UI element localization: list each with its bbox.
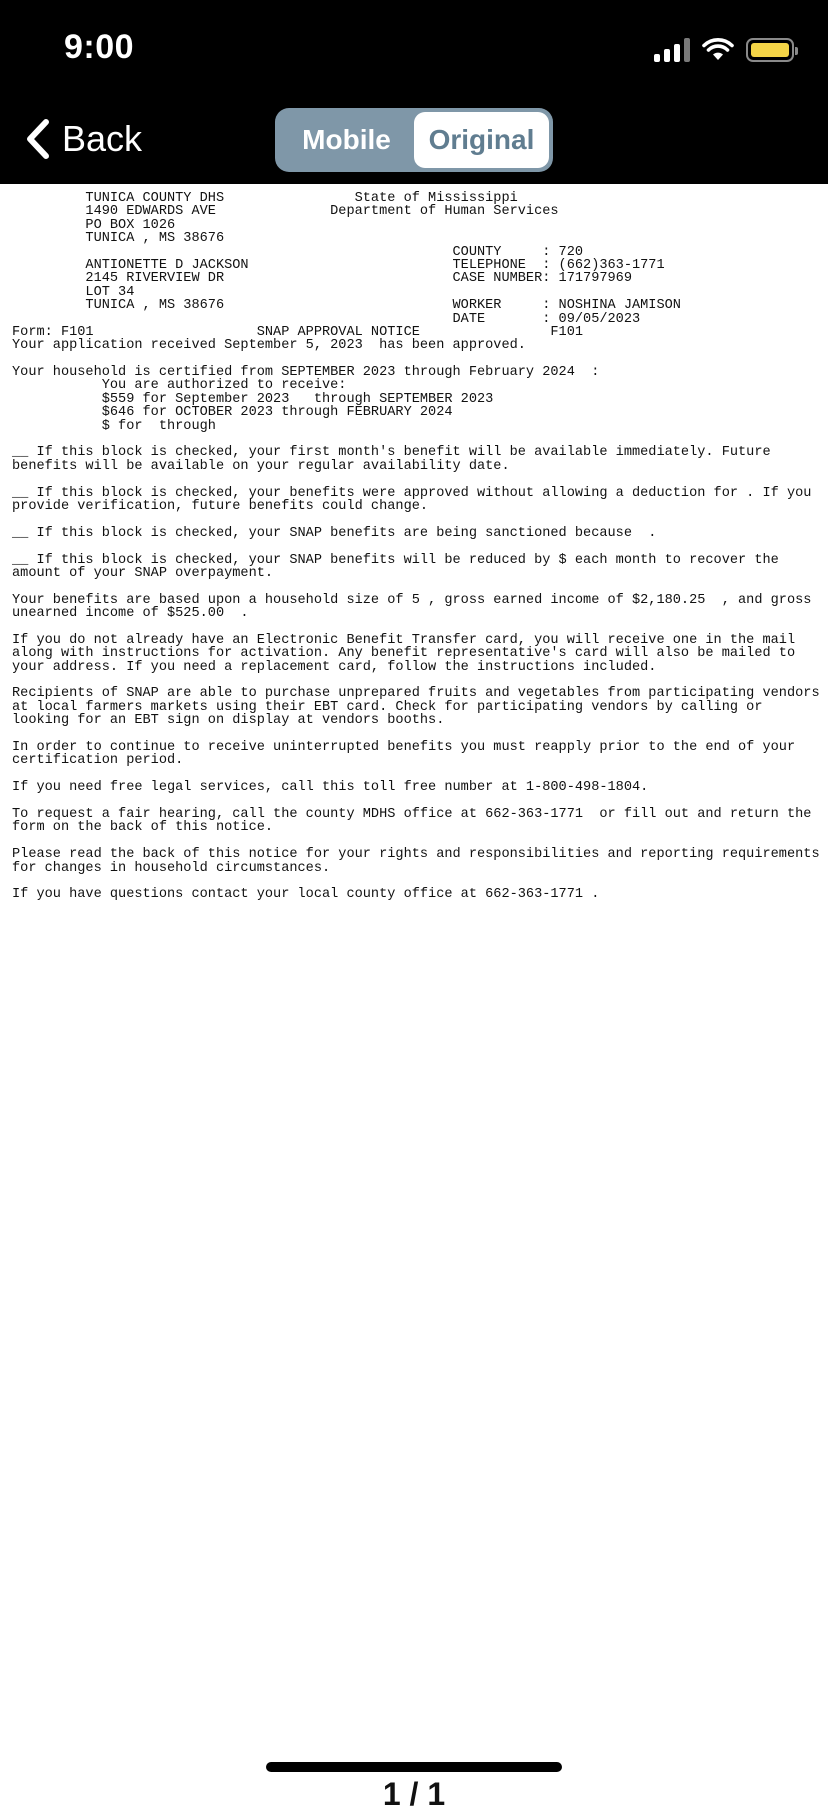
document-line: $ for through (12, 418, 216, 434)
document-line: Recipients of SNAP are able to purchase unprepared fruits and vegetables from participating vendors (12, 686, 820, 702)
document-line: ANTIONETTE D JACKSON TELEPHONE : (662)363-1771 (12, 257, 665, 273)
document-line: form on the back of this notice. (12, 820, 274, 836)
document-line: DATE : 09/05/2023 (12, 311, 641, 327)
document-line (12, 835, 824, 848)
page-indicator: 1 / 1 (382, 1776, 446, 1812)
document-line: looking for an EBT sign on display at vendors booths. (12, 713, 445, 729)
document-line: along with instructions for activation. Any benefit representative's card will also be mailed to (12, 646, 796, 662)
top-bar (0, 0, 828, 184)
document-line: In order to continue to receive uninterrupted benefits you must reapply prior to the end of your (12, 740, 796, 756)
document-line (12, 433, 824, 446)
document-line: certification period. (12, 753, 184, 769)
original-view-option[interactable]: Original (414, 112, 549, 168)
document-line (12, 513, 824, 526)
document-line: provide verification, future benefits could change. (12, 498, 429, 514)
document-line: You are authorized to receive: (12, 378, 347, 394)
document-line: TUNICA , MS 38676 WORKER : NOSHINA JAMISON (12, 298, 681, 314)
document-line: Form: F101 SNAP APPROVAL NOTICE F101 (12, 324, 584, 340)
document-line: __ If this block is checked, your first month's benefit will be available immediately. Future (12, 445, 771, 461)
document-line (12, 674, 824, 687)
document-line: Please read the back of this notice for your rights and responsibilities and reporting requirements (12, 847, 820, 863)
document-line (12, 621, 824, 634)
document-line: __ If this block is checked, your benefits were approved without allowing a deduction for . If you (12, 485, 812, 501)
cellular-signal-icon (654, 38, 690, 62)
document-line: $559 for September 2023 through SEPTEMBER 2023 (12, 391, 494, 407)
document-line: PO BOX 1026 (12, 217, 176, 233)
view-mode-toggle (275, 108, 553, 172)
chevron-left-icon (24, 118, 52, 160)
document-line: TUNICA , MS 38676 (12, 231, 225, 247)
document-line (12, 353, 824, 366)
document-line: your address. If you need a replacement card, follow the instructions included. (12, 659, 657, 675)
document-line (12, 473, 824, 486)
document-line (12, 580, 824, 593)
document-line (12, 768, 824, 781)
back-button[interactable] (24, 118, 142, 160)
document-line: __ If this block is checked, your SNAP benefits will be reduced by $ each month to recover the (12, 552, 779, 568)
document-line: __ If this block is checked, your SNAP benefits are being sanctioned because . (12, 525, 657, 541)
document-line: COUNTY : 720 (12, 244, 584, 260)
document-line: 2145 RIVERVIEW DR CASE NUMBER: 171797969 (12, 271, 632, 287)
wifi-icon (702, 38, 734, 62)
document-line (12, 875, 824, 888)
document-line: If you have questions contact your local county office at 662-363-1771 . (12, 887, 600, 903)
document-line: If you need free legal services, call this toll free number at 1-800-498-1804. (12, 780, 649, 796)
document-line: Your household is certified from SEPTEMBER 2023 through February 2024 : (12, 365, 600, 381)
document-line: Your benefits are based upon a household size of 5 , gross earned income of $2,180.25 , and gross (12, 592, 812, 608)
document-line: Your application received September 5, 2023 has been approved. (12, 338, 526, 354)
document-line: amount of your SNAP overpayment. (12, 565, 274, 581)
document-line: To request a fair hearing, call the county MDHS office at 662-363-1771 or fill out and return the (12, 806, 812, 822)
document-line: LOT 34 (12, 284, 135, 300)
back-label: Back (62, 118, 143, 159)
document-line (12, 795, 824, 808)
status-icons (654, 38, 794, 62)
document-line: benefits will be available on your regular availability date. (12, 458, 510, 474)
notice-document (12, 192, 824, 902)
document-line: If you do not already have an Electronic Benefit Transfer card, you will receive one in the mail (12, 632, 796, 648)
document-line: TUNICA COUNTY DHS State of Mississippi (12, 191, 518, 206)
document-line (12, 728, 824, 741)
document-line: at local farmers markets using their EBT card. Check for participating vendors by calling or (12, 699, 763, 715)
document-line: 1490 EDWARDS AVE Department of Human Services (12, 204, 559, 220)
mobile-view-option[interactable]: Mobile (302, 124, 391, 155)
document-line: unearned income of $525.00 . (12, 606, 249, 622)
status-time: 9:00 (64, 28, 135, 66)
document-line: for changes in household circumstances. (12, 860, 331, 876)
document-line (12, 540, 824, 553)
home-indicator[interactable] (266, 1762, 562, 1772)
battery-icon (746, 38, 794, 62)
document-line: $646 for OCTOBER 2023 through FEBRUARY 2024 (12, 405, 453, 421)
